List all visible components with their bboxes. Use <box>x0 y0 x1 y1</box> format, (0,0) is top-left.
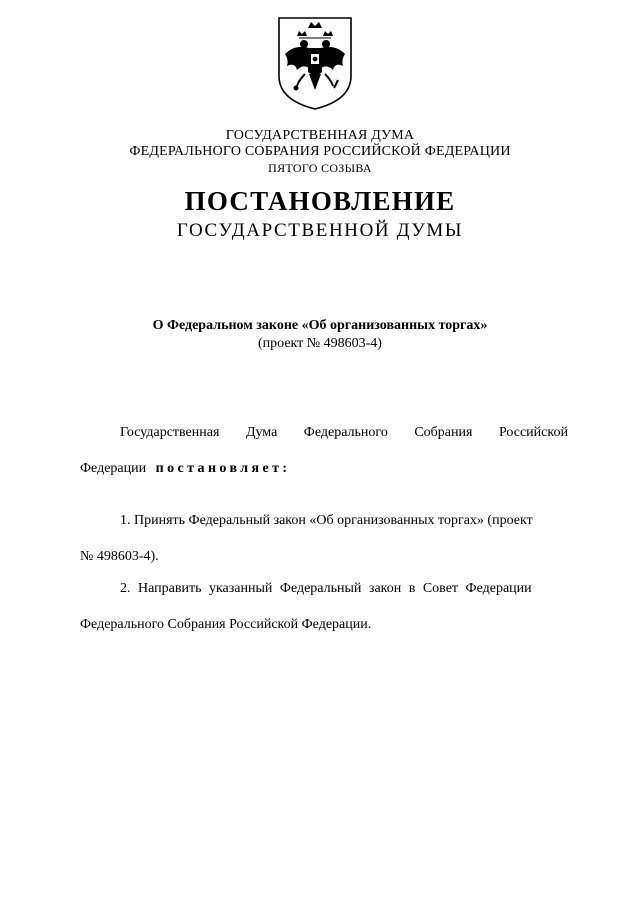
preamble-word: Государственная <box>120 425 220 440</box>
preamble-federation: Федерации <box>80 461 147 476</box>
point-1-line-2: № 498603-4). <box>80 549 159 564</box>
decree-word: постановляет: <box>155 461 291 476</box>
point-2 <box>80 580 568 634</box>
preamble-line-2 <box>80 460 568 478</box>
preamble-word: Дума <box>245 425 278 440</box>
point-1 <box>80 512 568 566</box>
bill-project-number: (проект № 498603-4) <box>258 336 382 351</box>
header-line-assembly: ФЕДЕРАЛЬНОГО СОБРАНИЯ РОССИЙСКОЙ ФЕДЕРАЦИИ <box>129 144 511 159</box>
preamble-word: Федерального <box>303 425 388 440</box>
point-2-line-2: Федерального Собрания Российской Федерации. <box>80 617 372 632</box>
point-2-line-1: 2. Направить указанный Федеральный закон в Совет Федерации <box>120 581 532 596</box>
document-subtitle: ГОСУДАРСТВЕННОЙ ДУМЫ <box>176 220 464 241</box>
preamble-paragraph <box>80 424 568 478</box>
preamble-word: Российской <box>498 425 568 440</box>
point-1-line-1: 1. Принять Федеральный закон «Об организованных торгах» (проект <box>120 513 533 528</box>
header-line-duma: ГОСУДАРСТВЕННАЯ ДУМА <box>225 128 415 143</box>
header-line-convocation: ПЯТОГО СОЗЫВА <box>268 161 372 175</box>
bill-title: О Федеральном законе «Об организованных торгах» <box>152 318 488 333</box>
preamble-line-1 <box>80 424 568 442</box>
document-title: ПОСТАНОВЛЕНИЕ <box>184 186 456 216</box>
preamble-word: Собрания <box>414 425 473 440</box>
state-emblem-icon <box>275 14 355 112</box>
bill-heading <box>0 317 640 353</box>
parliament-header <box>0 128 640 176</box>
